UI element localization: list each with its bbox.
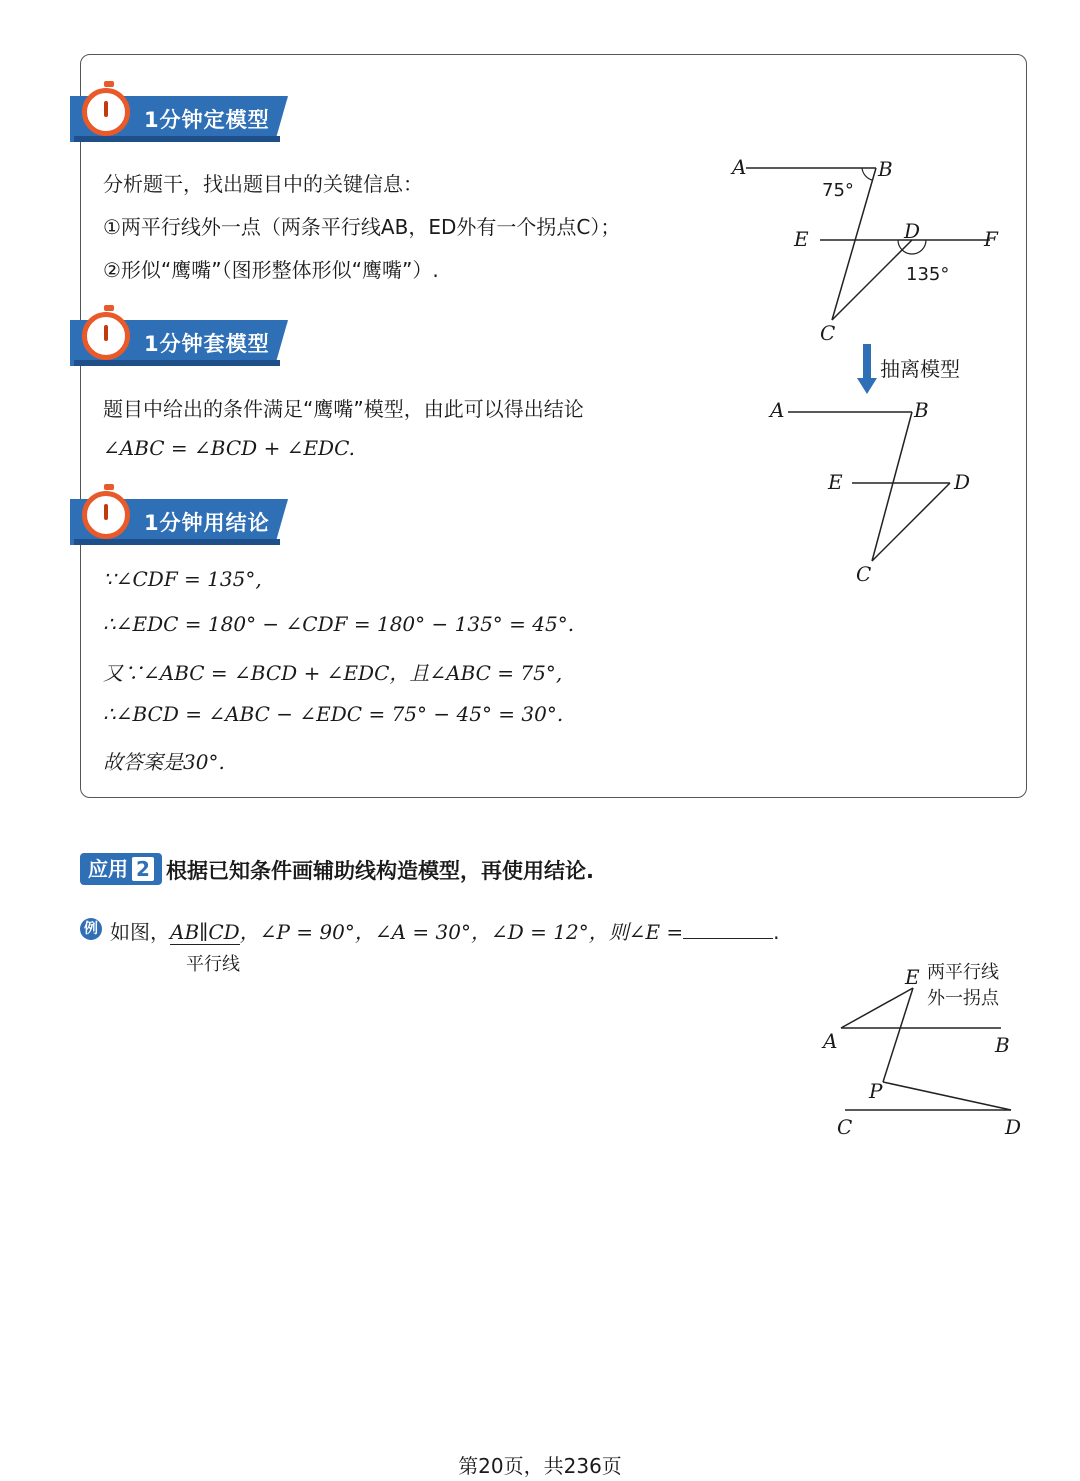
conclude-line-3: 又∵∠ABC = ∠BCD + ∠EDC，且∠ABC = 75°, — [103, 661, 563, 685]
define-line-2: ①两平行线外一点（两条平行线AB，ED外有一个拐点C）； — [103, 215, 621, 239]
figure-example — [815, 960, 1055, 1145]
fig1-angle-135: 135° — [906, 264, 950, 285]
answer-blank[interactable] — [683, 920, 773, 939]
section-title: 1分钟定模型 — [144, 108, 270, 132]
stopwatch-icon — [82, 88, 130, 136]
fig2-label-B: B — [914, 398, 929, 422]
conclude-line-1: ∵∠CDF = 135°, — [103, 567, 262, 591]
stopwatch-icon — [82, 491, 130, 539]
application-title: 根据已知条件画辅助线构造模型，再使用结论. — [166, 859, 594, 883]
figure-eagle-beak-model — [760, 395, 1000, 590]
conclude-line-5: 故答案是30°. — [103, 750, 225, 774]
stopwatch-icon — [82, 312, 130, 360]
fig1-label-B: B — [878, 157, 893, 181]
example-conditions: ，∠P = 90°，∠A = 30°，∠D = 12°，则∠E = — [239, 920, 684, 944]
conclude-line-4: ∴∠BCD = ∠ABC − ∠EDC = 75° − 45° = 30°. — [103, 702, 564, 726]
fig3-label-C: C — [837, 1115, 853, 1139]
application-tag-label: 应用 — [88, 857, 128, 881]
arrow-label: 抽离模型 — [880, 357, 960, 381]
fig3-label-A: A — [823, 1029, 838, 1053]
example-end: . — [773, 920, 780, 944]
fig1-label-C: C — [820, 321, 836, 345]
page-footer: 第20页，共236页 — [458, 1454, 622, 1478]
fig3-label-E: E — [905, 965, 920, 989]
example-question — [110, 916, 780, 945]
fig3-label-P: P — [869, 1079, 883, 1103]
fig1-label-F: F — [984, 227, 998, 251]
example-icon: 例 — [80, 918, 102, 940]
example-parallel: AB∥CD — [170, 920, 240, 944]
fig1-label-D: D — [904, 219, 921, 243]
fig2-label-A: A — [770, 398, 785, 422]
example-note: 平行线 — [186, 954, 240, 975]
define-line-1: 分析题干，找出题目中的关键信息： — [103, 172, 423, 196]
fig2-label-D: D — [954, 470, 971, 494]
fig3-note-1: 两平行线 — [927, 962, 999, 983]
application-tag — [80, 853, 162, 885]
fig1-angle-75: 75° — [822, 180, 854, 201]
section-title: 1分钟用结论 — [144, 511, 270, 535]
fig2-label-E: E — [828, 470, 843, 494]
fig1-label-A: A — [732, 155, 747, 179]
example-prefix: 如图， — [110, 920, 170, 944]
application-tag-number: 2 — [132, 857, 154, 881]
down-arrow-icon — [856, 342, 878, 396]
figure-eagle-beak-original — [720, 150, 1020, 350]
section-title: 1分钟套模型 — [144, 332, 270, 356]
apply-line-2: ∠ABC = ∠BCD + ∠EDC. — [103, 436, 356, 460]
fig1-label-E: E — [794, 227, 809, 251]
fig2-label-C: C — [856, 562, 872, 586]
apply-line-1: 题目中给出的条件满足“鹰嘴”模型，由此可以得出结论 — [103, 397, 584, 421]
fig3-note-2: 外一拐点 — [927, 988, 999, 1009]
fig3-label-B: B — [995, 1033, 1010, 1057]
define-line-3: ②形似“鹰嘴”（图形整体形似“鹰嘴”）. — [103, 258, 439, 282]
fig3-label-D: D — [1005, 1115, 1022, 1139]
conclude-line-2: ∴∠EDC = 180° − ∠CDF = 180° − 135° = 45°. — [103, 612, 575, 636]
